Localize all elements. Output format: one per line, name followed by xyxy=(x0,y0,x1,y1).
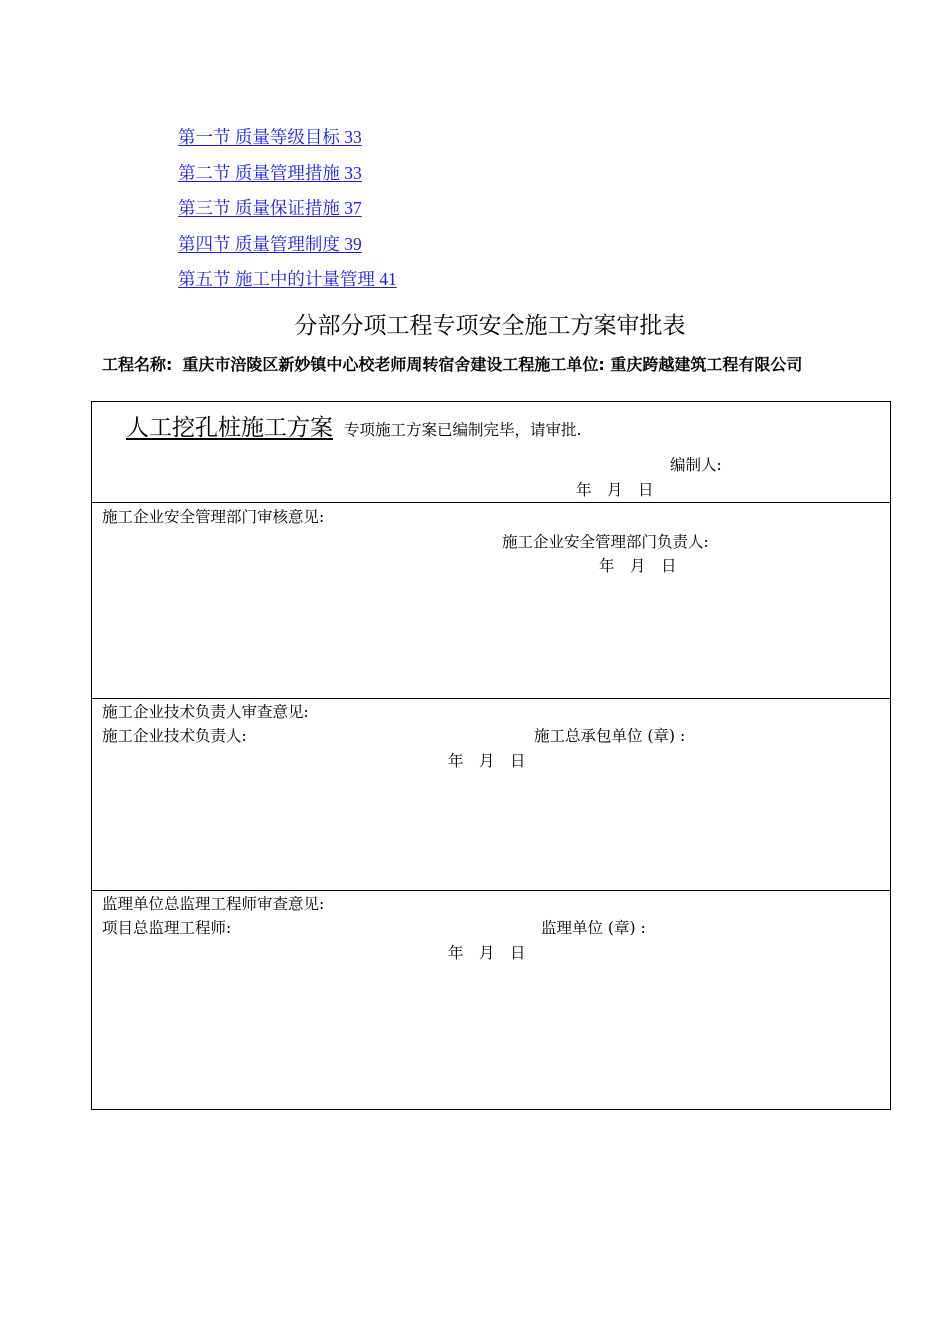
safety-dept-date: 年 月 日 xyxy=(599,557,677,575)
supervision-opinion-label: 监理单位总监理工程师审查意见: xyxy=(102,895,325,913)
project-info xyxy=(102,352,847,377)
toc-item[interactable] xyxy=(178,160,397,196)
toc-link-3[interactable]: 第三节 质量保证措施 37 xyxy=(178,198,362,218)
technical-opinion-label: 施工企业技术负责人审查意见: xyxy=(102,703,309,721)
project-name-value: 重庆市涪陵区新妙镇中心校老师周转宿舍建设工程 xyxy=(182,355,535,374)
preparer-label: 编制人: xyxy=(670,456,722,474)
toc-item[interactable] xyxy=(178,195,397,231)
toc-item[interactable] xyxy=(178,231,397,267)
construction-unit-label: 施工单位: xyxy=(534,355,605,374)
project-name-label: 工程名称: xyxy=(102,355,173,374)
supervision-date: 年 月 日 xyxy=(448,944,526,962)
chief-supervisor-label: 项目总监理工程师: xyxy=(102,919,232,937)
general-contractor-seal-label: 施工总承包单位 (章) : xyxy=(534,727,686,745)
supervision-unit-seal-label: 监理单位 (章) : xyxy=(541,919,646,937)
approval-row-technical xyxy=(92,699,891,891)
document-title: 分部分项工程专项安全施工方案审批表 xyxy=(294,313,686,339)
toc-item[interactable] xyxy=(178,124,397,160)
technical-date: 年 月 日 xyxy=(448,752,526,770)
approval-row-safety-dept xyxy=(92,503,891,699)
safety-dept-head-label: 施工企业安全管理部门负责人: xyxy=(502,533,709,551)
toc-link-2[interactable]: 第二节 质量管理措施 33 xyxy=(178,162,362,183)
toc-link-5[interactable]: 第五节 施工中的计量管理 41 xyxy=(178,269,397,289)
approval-row-supervision xyxy=(92,891,891,1110)
toc-item[interactable] xyxy=(178,266,397,302)
preparer-date: 年 月 日 xyxy=(576,481,654,499)
scheme-name: 人工挖孔桩施工方案 xyxy=(126,415,333,441)
safety-dept-opinion-label: 施工企业安全管理部门审核意见: xyxy=(102,508,325,526)
approval-row-preparation xyxy=(92,402,891,503)
table-of-contents xyxy=(178,124,397,302)
construction-unit-value: 重庆跨越建筑工程有限公司 xyxy=(610,355,803,374)
toc-link-4[interactable]: 第四节 质量管理制度 39 xyxy=(178,233,362,254)
toc-link-1[interactable]: 第一节 质量等级目标 33 xyxy=(178,127,362,147)
approval-table xyxy=(91,401,891,1110)
scheme-submitted-text: 专项施工方案已编制完毕，请审批. xyxy=(344,421,582,439)
technical-head-label: 施工企业技术负责人: xyxy=(102,727,247,745)
